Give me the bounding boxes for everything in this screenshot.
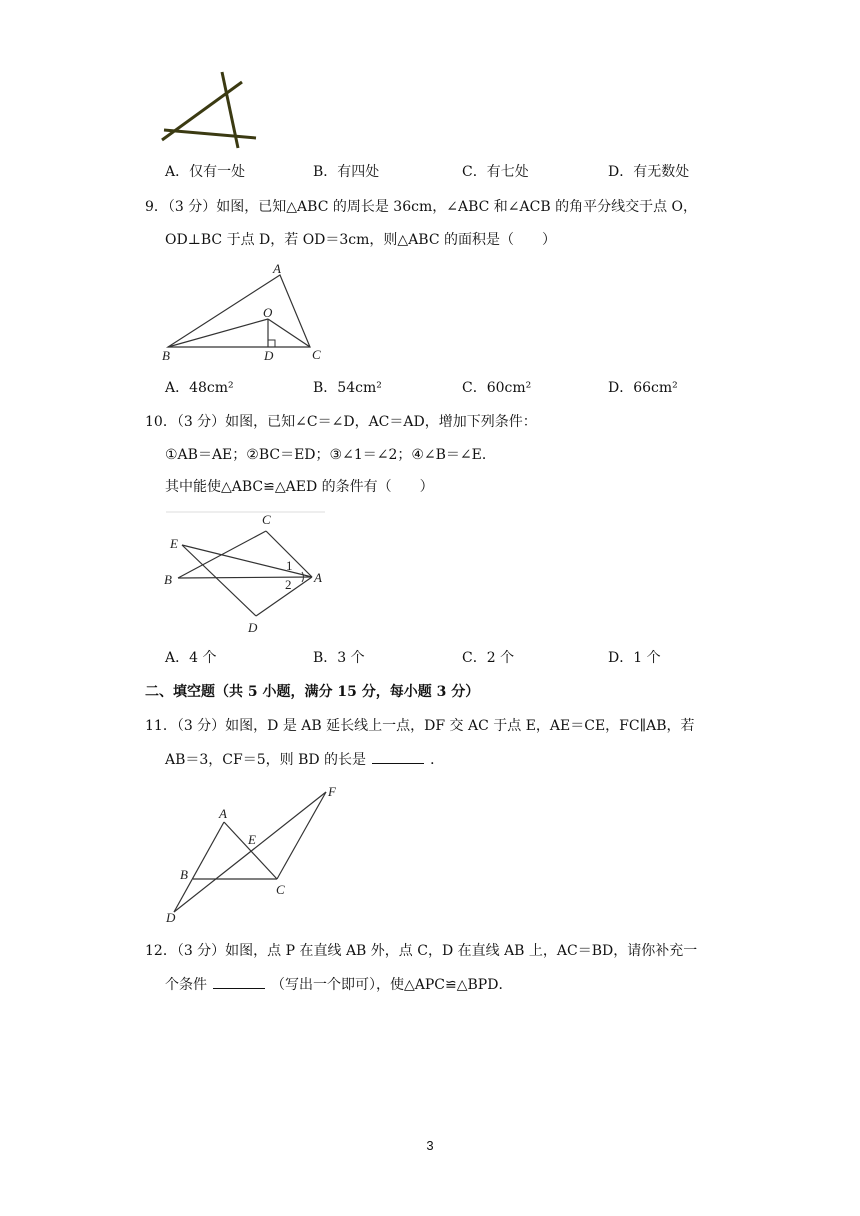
q8-option-b[interactable]: B．有四处 bbox=[313, 164, 380, 180]
q11-question-line1: 11．（3 分）如图，D 是 AB 延长线上一点，DF 交 AC 于点 E，AE＝CE，FC∥AB，若 bbox=[145, 718, 695, 734]
q8-figure-three-lines bbox=[160, 68, 260, 152]
q9-question-line2: OD⊥BC 于点 D，若 OD＝3cm，则△ABC 的面积是（ ） bbox=[165, 232, 557, 248]
q8-option-d[interactable]: D．有无数处 bbox=[608, 164, 690, 180]
q11-line2-end: ． bbox=[430, 752, 445, 768]
q10-figure bbox=[160, 508, 330, 636]
q10-label-1: 1 bbox=[286, 558, 293, 573]
q9-label-b: B bbox=[162, 348, 170, 363]
q10-label-2: 2 bbox=[285, 577, 292, 592]
q11-question-line2 bbox=[165, 749, 444, 770]
q11-label-c: C bbox=[276, 882, 285, 897]
q10-question-line3: 其中能使△ABC≌△AED 的条件有（ ） bbox=[165, 479, 434, 495]
q9-option-d[interactable]: D．66cm² bbox=[608, 380, 678, 396]
q10-label-a: A bbox=[314, 570, 322, 585]
q9-label-d: D bbox=[264, 348, 274, 363]
q9-option-c[interactable]: C．60cm² bbox=[462, 380, 532, 396]
q10-conditions-line: ①AB＝AE；②BC＝ED；③∠1＝∠2；④∠B＝∠E． bbox=[165, 447, 496, 463]
q10-option-d[interactable]: D．1 个 bbox=[608, 650, 661, 666]
q10-option-b[interactable]: B．3 个 bbox=[313, 650, 365, 666]
q11-figure bbox=[160, 782, 350, 927]
q9-figure-triangle bbox=[158, 260, 338, 365]
q11-answer-blank[interactable] bbox=[372, 749, 424, 764]
q11-line2-text: AB＝3，CF＝5，则 BD 的长是 bbox=[165, 752, 367, 768]
q12-answer-blank[interactable] bbox=[213, 974, 265, 989]
q10-question-line1: 10．（3 分）如图，已知∠C＝∠D，AC＝AD，增加下列条件： bbox=[145, 414, 537, 430]
q10-label-c: C bbox=[262, 512, 271, 527]
q8-option-c[interactable]: C．有七处 bbox=[462, 164, 529, 180]
q9-option-a[interactable]: A．48cm² bbox=[165, 380, 234, 396]
q12-question-line1: 12．（3 分）如图，点 P 在直线 AB 外，点 C，D 在直线 AB 上，AC＝BD，请你补充一 bbox=[145, 943, 698, 959]
q11-label-f: F bbox=[328, 784, 336, 799]
q9-label-c: C bbox=[312, 347, 321, 362]
q11-label-b: B bbox=[180, 867, 188, 882]
section-title-fill-in: 二、填空题（共 5 小题，满分 15 分，每小题 3 分） bbox=[145, 684, 480, 700]
q9-option-b[interactable]: B．54cm² bbox=[313, 380, 382, 396]
q9-label-o: O bbox=[263, 305, 273, 320]
q9-label-a: A bbox=[273, 261, 281, 276]
q12-question-line2 bbox=[165, 974, 512, 995]
q10-label-b: B bbox=[164, 572, 172, 587]
q11-label-e: E bbox=[248, 832, 256, 847]
q8-option-a[interactable]: A．仅有一处 bbox=[165, 164, 246, 180]
q11-label-a: A bbox=[219, 806, 227, 821]
q10-label-e: E bbox=[170, 536, 178, 551]
page-number: 3 bbox=[426, 1138, 434, 1153]
q9-question-line1: 9．（3 分）如图，已知△ABC 的周长是 36cm，∠ABC 和∠ACB 的角平分线交于点 O， bbox=[145, 199, 698, 215]
q10-option-a[interactable]: A．4 个 bbox=[165, 650, 217, 666]
q12-line2-text: 个条件 bbox=[165, 977, 207, 993]
q11-label-d: D bbox=[166, 910, 176, 925]
q10-option-c[interactable]: C．2 个 bbox=[462, 650, 515, 666]
q12-line2-end: （写出一个即可），使△APC≌△BPD． bbox=[271, 977, 513, 993]
q10-label-d: D bbox=[248, 620, 258, 635]
